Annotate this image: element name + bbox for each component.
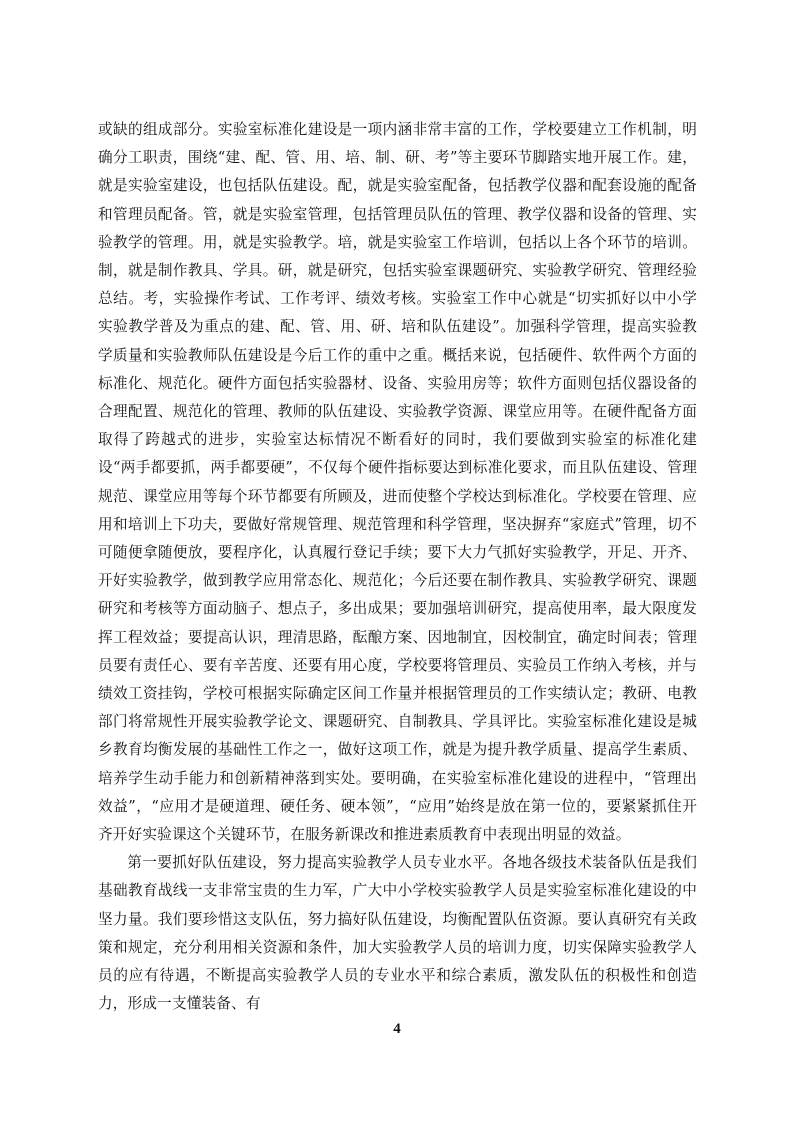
page-number: 4: [393, 1021, 401, 1037]
paragraph-team-building: 第一要抓好队伍建设，努力提高实验教学人员专业水平。各地各级技术装备队伍是我们基础教育战线一支非常宝贵的生力军，广大中小学校实验教学人员是实验室标准化建设的中坚力量。我们要珍惜这支队伍，努力搞好队伍建设，均衡配置队伍资源。要认真研究有关政策和规定，充分利用相关资源和条件，加大实验教学人员的培训力度，切实保障实验教学人员的应有待遇，不断提高实验教学人员的专业水平和综合素质，激发队伍的积极性和创造力，形成一支懂装备、有: [98, 854, 697, 1013]
paragraph-continuation: 或缺的组成部分。实验室标准化建设是一项内涵非常丰富的工作，学校要建立工作机制，明确分工职责，围绕“建、配、管、用、培、制、研、考”等主要环节脚踏实地开展工作。建，就是实验室建设，也包括队伍建设。配，就是实验室配备，包括教学仪器和配套设施的配备和管理员配备。管，就是实验室管理，包括管理员队伍的管理、教学仪器和设备的管理、实验教学的管理。用，就是实验教学。培，就是实验室工作培训，包括以上各个环节的培训。制，就是制作教具、学具。研，就是研究，包括实验室课题研究、实验教学研究、管理经验总结。考，实验操作考试、工作考评、绩效考核。实验室工作中心就是“切实抓好以中小学实验教学普及为重点的建、配、管、用、研、培和队伍建设”。加强科学管理，提高实验教学质量和实验教师队伍建设是今后工作的重中之重。概括来说，包括硬件、软件两个方面的标准化、规范化。硬件方面包括实验器材、设备、实验用房等；软件方面则包括仪器设备的合理配置、规范化的管理、教师的队伍建设、实验教学资源、课堂应用等。在硬件配备方面取得了跨越式的进步，实验室达标情况不断看好的同时，我们要做到实验室的标准化建设“两手都要抓，两手都要硬”，不仅每个硬件指标要达到标准化要求，而且队伍建设、管理规范、课堂应用等每个环节都要有所顾及，进而使整个学校达到标准化。学校要在管理、应用和培训上下功夫，要做好常规管理、规范管理和科学管理，坚决摒弃“家庭式”管理，切不可随便拿随便放，要程序化，认真履行登记手续；要下大力气抓好实验教学，开足、开齐、开好实验教学，做到教学应用常态化、规范化；今后还要在制作教具、实验教学研究、课题研究和考核等方面动脑子、想点子，多出成果；要加强培训研究，提高使用率，最大限度发挥工程效益；要提高认识，理清思路，酝酿方案、因地制宜，因校制宜，确定时间表；管理员要有责任心、要有辛苦度、还要有用心度，学校要将管理员、实验员工作纳入考核，并与绩效工资挂钩，学校可根据实际确定区间工作量并根据管理员的工作实绩认定；教研、电教部门将常规性开展实验教学论文、课题研究、自制教具、学具评比。实验室标准化建设是城乡教育均衡发展的基础性工作之一，做好这项工作，就是为提升教学质量、提高学生素质、培养学生动手能力和创新精神落到实处。要明确，在实验室标准化建设的进程中，“管理出效益”，“应用才是硬道理、硬任务、硬本领”，“应用”始终是放在第一位的，要紧紧抓住开齐开好实验课这个关键环节，在服务新课改和推进素质教育中表现出明显的效益。: [98, 121, 697, 844]
document-body: [98, 116, 697, 1019]
